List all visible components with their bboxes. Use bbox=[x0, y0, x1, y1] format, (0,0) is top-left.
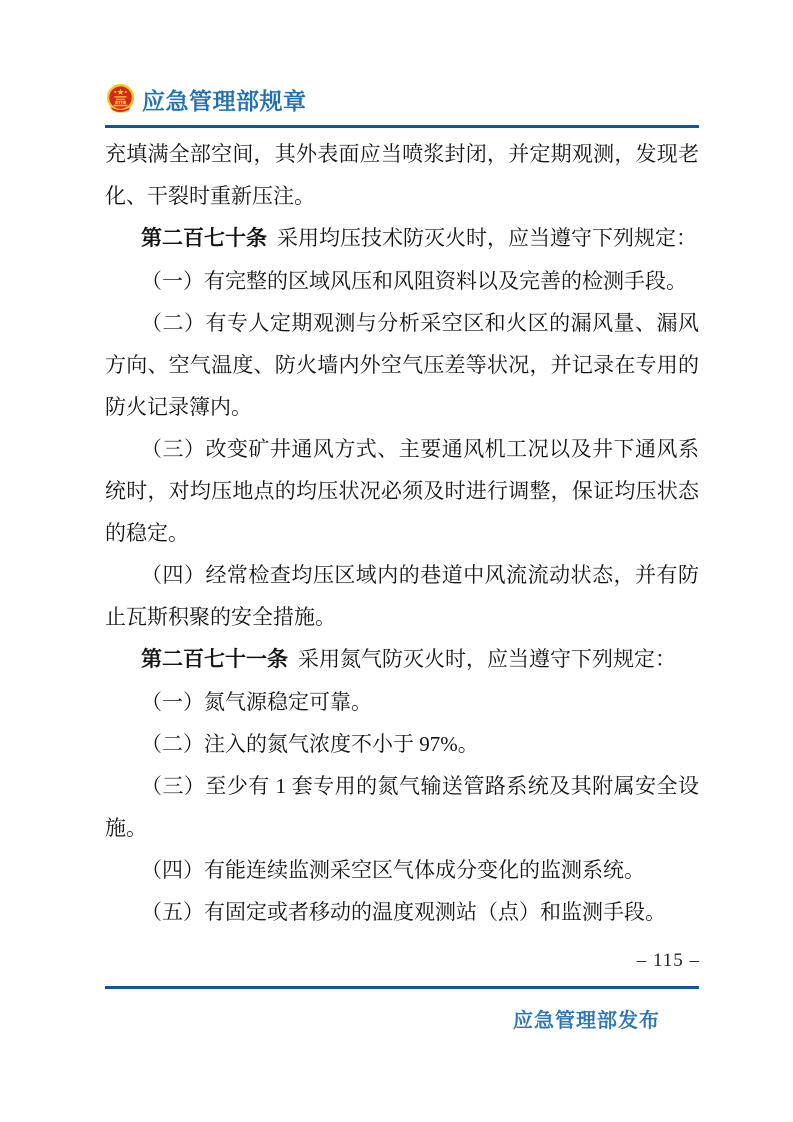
publisher-label: 应急管理部发布 bbox=[513, 1010, 660, 1032]
paragraph-text: （三）改变矿井通风方式、主要通风机工况以及井下通风系统时，对均压地点的均压状况必须及时进行调整，保证均压状态的稳定。 bbox=[105, 437, 699, 545]
paragraph-text: （三）至少有 1 套专用的氮气输送管路系统及其附属安全设施。 bbox=[105, 774, 699, 840]
paragraph bbox=[105, 554, 699, 638]
paragraph-text: （四）经常检查均压区域内的巷道中风流流动状态，并有防止瓦斯积聚的安全措施。 bbox=[105, 563, 699, 629]
paragraph bbox=[105, 723, 699, 765]
paragraph bbox=[105, 765, 699, 849]
paragraph-text: 充填满全部空间，其外表面应当喷浆封闭，并定期观测，发现老化、干裂时重新压注。 bbox=[105, 142, 699, 208]
paragraph bbox=[105, 681, 699, 723]
document-body bbox=[105, 133, 699, 933]
paragraph bbox=[105, 133, 699, 217]
paragraph bbox=[105, 302, 699, 428]
footer-rule bbox=[105, 986, 699, 989]
paragraph-text: （一）有完整的区域风压和风阻资料以及完善的检测手段。 bbox=[141, 269, 687, 293]
document-header bbox=[105, 83, 307, 116]
paragraph-text: （五）有固定或者移动的温度观测站（点）和监测手段。 bbox=[141, 900, 666, 924]
header-title: 应急管理部规章 bbox=[142, 88, 307, 114]
page-number: – 115 – bbox=[636, 950, 700, 971]
article-number-heading: 第二百七十一条 bbox=[141, 648, 288, 671]
paragraph-text: 采用氮气防灭火时，应当遵守下列规定： bbox=[298, 647, 676, 671]
paragraph bbox=[105, 891, 699, 933]
national-emblem-icon bbox=[105, 83, 136, 116]
article-number-heading: 第二百七十条 bbox=[141, 227, 267, 250]
paragraph-text: （二）有专人定期观测与分析采空区和火区的漏风量、漏风方向、空气温度、防火墙内外空气压差等状况，并记录在专用的防火记录簿内。 bbox=[105, 311, 699, 419]
paragraph bbox=[105, 260, 699, 302]
paragraph-text: （一）氮气源稳定可靠。 bbox=[141, 690, 372, 714]
paragraph bbox=[105, 849, 699, 891]
paragraph-text: （二）注入的氮气浓度不小于 97%。 bbox=[141, 732, 479, 756]
paragraph bbox=[105, 428, 699, 554]
paragraph-text: 采用均压技术防灭火时，应当遵守下列规定： bbox=[277, 226, 697, 250]
paragraph bbox=[105, 638, 699, 681]
header-rule bbox=[105, 125, 699, 128]
paragraph-text: （四）有能连续监测采空区气体成分变化的监测系统。 bbox=[141, 858, 645, 882]
paragraph bbox=[105, 217, 699, 260]
